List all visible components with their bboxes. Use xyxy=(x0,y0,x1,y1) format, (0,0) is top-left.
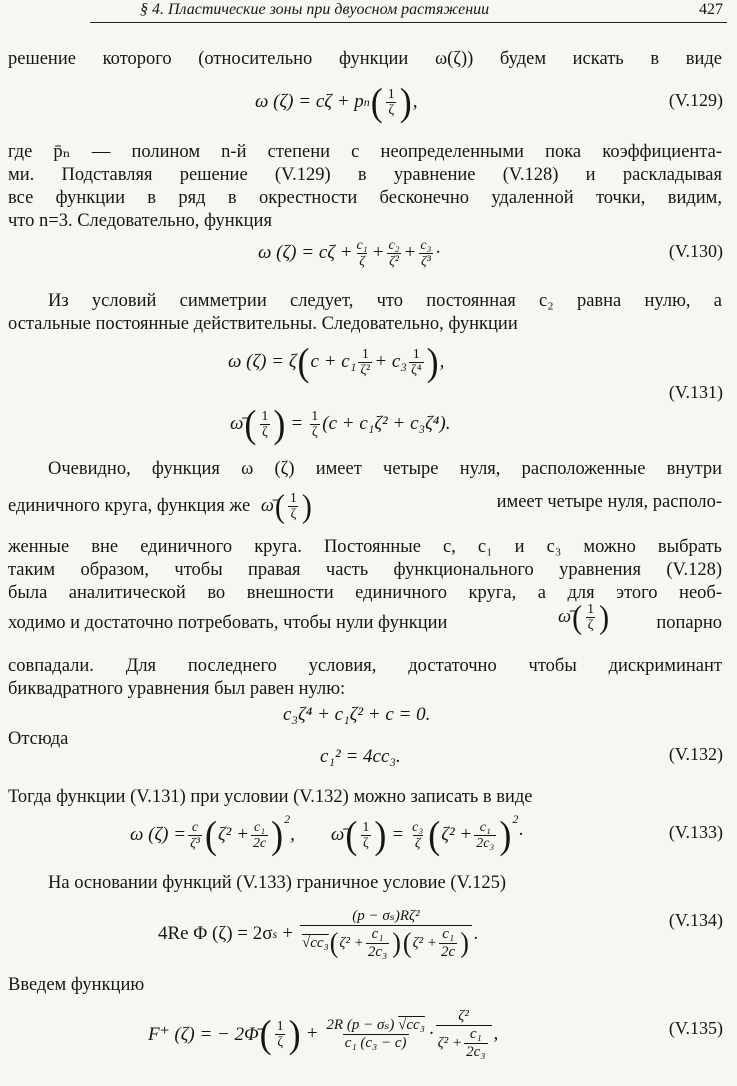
paragraph-11: Введем функцию xyxy=(8,975,145,995)
equation-number-v132: (V.132) xyxy=(668,744,723,764)
equation-number-v135: (V.135) xyxy=(668,1018,723,1038)
paragraph-4: Очевидно, функция ω (ζ) имеет четыре нуля, расположенные внутри xyxy=(48,459,722,479)
equation-v133: ω (ζ) = $\frac{c}{\text{ζ³}}$ ( ζ² + $\frac{\text{c₁}}{2c}$ ) $^2$ , ω̄ ( $\frac{1}{\zeta}$ ) = $\frac{\text{c₃}}{\zeta}$ ( ζ² + $\frac{\text{c₁}}{\text{2c₃}}$ ) $^2$ · xyxy=(130,812,524,857)
equation-biquadratic: c₃ζ⁴ + c₁ζ² + c = 0. xyxy=(283,704,431,725)
equation-v132: c₁² = 4cc₃. xyxy=(320,746,401,767)
equation-v131-line2: ω̄ ( $\frac{1}{\zeta}$ ) = $\frac{1}{\zeta}$ (c + c₁ζ² + c₃ζ⁴). xyxy=(230,402,451,446)
equation-v129: ω (ζ) = cζ + p n ( $\frac{1}{\zeta}$ ) , xyxy=(255,80,418,124)
equation-v130: ω (ζ) = cζ + $\frac{\text{c₁}}{\zeta}$ + $\frac{\text{c₂}}{\text{ζ²}}$ + $\frac{\text{c₃}}{\text{ζ³}}$ · xyxy=(258,237,441,269)
chapter-title: § 4. Пластические зоны при двуосном растяжении xyxy=(140,1,490,18)
paragraph-10: На основании функций (V.133) граничное условие (V.125) xyxy=(48,873,507,893)
equation-v134: 4Re Φ (ζ) = 2σ s + (p − σₛ)Rζ² √cc₃ ( ζ² + $\frac{\text{c₁}}{\text{2c₃}}$ ) ( ζ² + $\frac{\text{c₁}}{2c}$ ) . xyxy=(158,907,479,960)
paragraph-9: Тогда функции (V.131) при условии (V.132) можно записать в виде xyxy=(8,787,533,807)
paragraph-1: решение которого (относительно функции ω(ζ)) будем искать в виде xyxy=(8,49,722,69)
paragraph-5: единичного круга, функция же ω̄ ( $\frac{1}{\zeta}$ ) имеет четыре нуля, располо- xyxy=(8,487,722,525)
paragraph-7: ходимо и достаточно потребовать, чтобы нули функции ω̄ ( $\frac{1}{\zeta}$ ) попарно xyxy=(8,598,722,636)
equation-number-v133: (V.133) xyxy=(668,822,723,842)
equation-v131-line1: ω (ζ) = ζ ( c + c₁ $\frac{1}{\text{ζ²}}$ + c₃ $\frac{1}{\text{ζ⁴}}$ ) , xyxy=(228,340,445,384)
equation-v135: F⁺ (ζ) = − 2Φ̄ ( $\frac{1}{\zeta}$ ) + $\frac{\text{2R (p − σₛ) √cc₃}}{\text{c₁ (c₃ − c)}}$ · ζ² ζ² + $\frac{\text{c₁}}{\text{2c₃}}$ , xyxy=(148,1007,499,1060)
equation-number-v130: (V.130) xyxy=(668,241,723,261)
running-header xyxy=(90,0,727,23)
equation-number-v131: (V.131) xyxy=(668,382,723,402)
equation-number-v129: (V.129) xyxy=(668,90,723,110)
page-number: 427 xyxy=(699,1,723,18)
equation-number-v134: (V.134) xyxy=(668,910,723,930)
word-otsyuda: Отсюда xyxy=(8,729,69,749)
book-page: § 4. Пластические зоны при двуосном растяжении 427 решение которого (относительно функции ω(ζ)) будем искать в виде ω (ζ) = cζ + p n ( $\frac{1}{\zeta}$ ) , (V.129) где p̄ₙ — полином n-й степени с неопределенными пока коэффициента- ми. Подставляя решение (V.129) в уравнение (V.128) и раскладывая все функции в ряд в окрестности бесконечно удаленной точки, видим, что n=3. Следовательно, функция ω (ζ) = cζ + $\frac{\text{c₁}}{\zeta}$ + $\frac{\text{c₂}}{\text{ζ²}}$ + $\frac{\text{c₃}}{\text{ζ³}}$ · (V.130) Из условий симметрии следует, что постоянная c₂ равна нулю, а остальные постоянные действительны. Следовательно, функции ω (ζ) = ζ ( c + c₁ $\frac{1}{\text{ζ²}}$ + c₃ $\frac{1}{\text{ζ⁴}}$ ) , ω̄ ( $\frac{1}{\zeta}$ ) = $\frac{1}{\zeta}$ (c + c₁ζ² + c₃ζ⁴). (V.131) Очевидно, функция ω (ζ) имеет четыре нуля, расположенные внутри единичного круга, функция же ω̄ ( $\frac{1}{\zeta}$ ) имеет четыре нуля, располо- женные вне единичного круга. Постоянные c, c₁ и c₃ можно выбрать таким образом, чтобы правая часть функционального уравнения (V.128) была аналитической во внешности единичного круга, а для этого необ- ходимо и достаточно потребовать, чтобы нули функции ω̄ ( $\frac{1}{\zeta}$ ) попарно совпадали. Для последнего условия, достаточно чтобы дискриминант биквадратного уравнения был равен нулю: c₃ζ⁴ + c₁ζ² + c = 0. Отсюда c₁² = 4cc₃. (V.132) Тогда функции (V.131) при условии (V.132) можно записать в виде ω (ζ) = $\frac{c}{\text{ζ³}}$ ( ζ² + $\frac{\text{c₁}}{2c}$ ) $^2$ , ω̄ ( $\frac{1}{\zeta}$ ) = $\frac{\text{c₃}}{\zeta}$ ( ζ² + $\frac{\text{c₁}}{\text{2c₃}}$ ) $^2$ · (V.133) На основании функций (V.133) граничное условие (V.125) 4Re Φ (ζ) = 2σ s + (p − σₛ)Rζ² √cc₃ ( ζ² + $\frac{\text{c₁}}{\text{2c₃}}$ ) ( ζ² + $\frac{\text{c₁}}{2c}$ ) . (V.134) Введем функцию F⁺ (ζ) = − 2Φ̄ ( $\frac{1}{\zeta}$ ) + $\frac{\text{2R (p − σₛ) √cc₃}}{\text{c₁ (c₃ − c)}}$ · ζ² ζ² + $\frac{\text{c₁}}{\text{2c₃}}$ , (V.135) xyxy=(0,0,737,1086)
